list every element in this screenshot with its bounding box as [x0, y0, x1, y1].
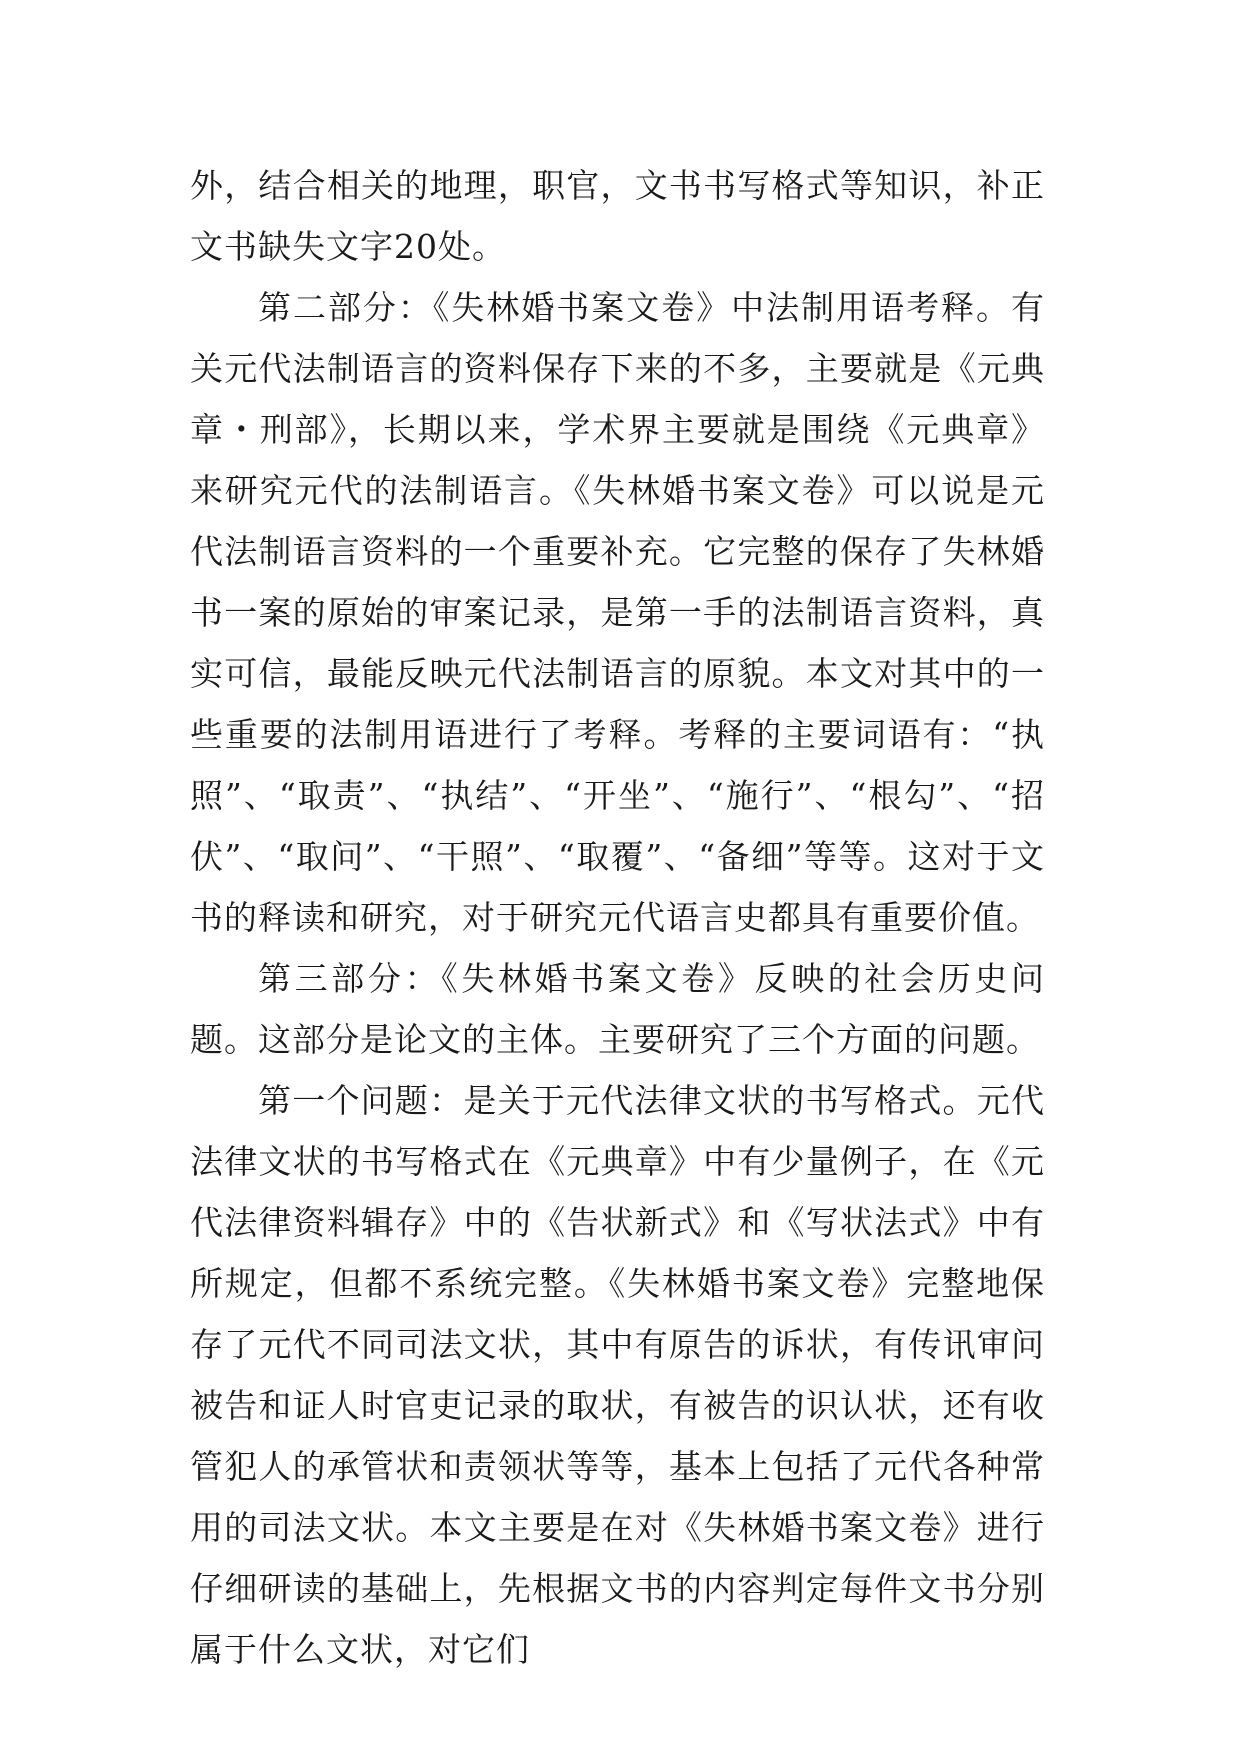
paragraph-part-three: 第三部分：《失林婚书案文卷》反映的社会历史问题。这部分是论文的主体。主要研究了三个方面的问题。 — [190, 959, 1045, 1059]
body-text — [190, 155, 1045, 1680]
paragraph-continuation: 外，结合相关的地理，职官，文书书写格式等知识，补正文书缺失文字20处。 — [190, 166, 1045, 266]
paragraph-part-two: 第二部分：《失林婚书案文卷》中法制用语考释。有关元代法制语言的资料保存下来的不多，主要就是《元典章・刑部》，长期以来，学术界主要就是围绕《元典章》来研究元代的法制语言。《失林婚书案文卷》可以说是元代法制语言资料的一个重要补充。它完整的保存了失林婚书一案的原始的审案记录，是第一手的法制语言资料，真实可信，最能反映元代法制语言的原貌。本文对其中的一些重要的法制用语进行了考释。考释的主要词语有：“执照”、“取责”、“执结”、“开坐”、“施行”、“根勾”、“招伏”、“取问”、“干照”、“取覆”、“备细”等等。这对于文书的释读和研究，对于研究元代语言史都具有重要价值。 — [190, 288, 1045, 937]
paragraph-first-issue: 第一个问题：是关于元代法律文状的书写格式。元代法律文状的书写格式在《元典章》中有少量例子，在《元代法律资料辑存》中的《告状新式》和《写状法式》中有所规定，但都不系统完整。《失林婚书案文卷》完整地保存了元代不同司法文状，其中有原告的诉状，有传讯审问被告和证人时官吏记录的取状，有被告的识认状，还有收管犯人的承管状和责领状等等，基本上包括了元代各种常用的司法文状。本文主要是在对《失林婚书案文卷》进行仔细研读的基础上，先根据文书的内容判定每件文书分别属于什么文状，对它们 — [190, 1081, 1045, 1669]
